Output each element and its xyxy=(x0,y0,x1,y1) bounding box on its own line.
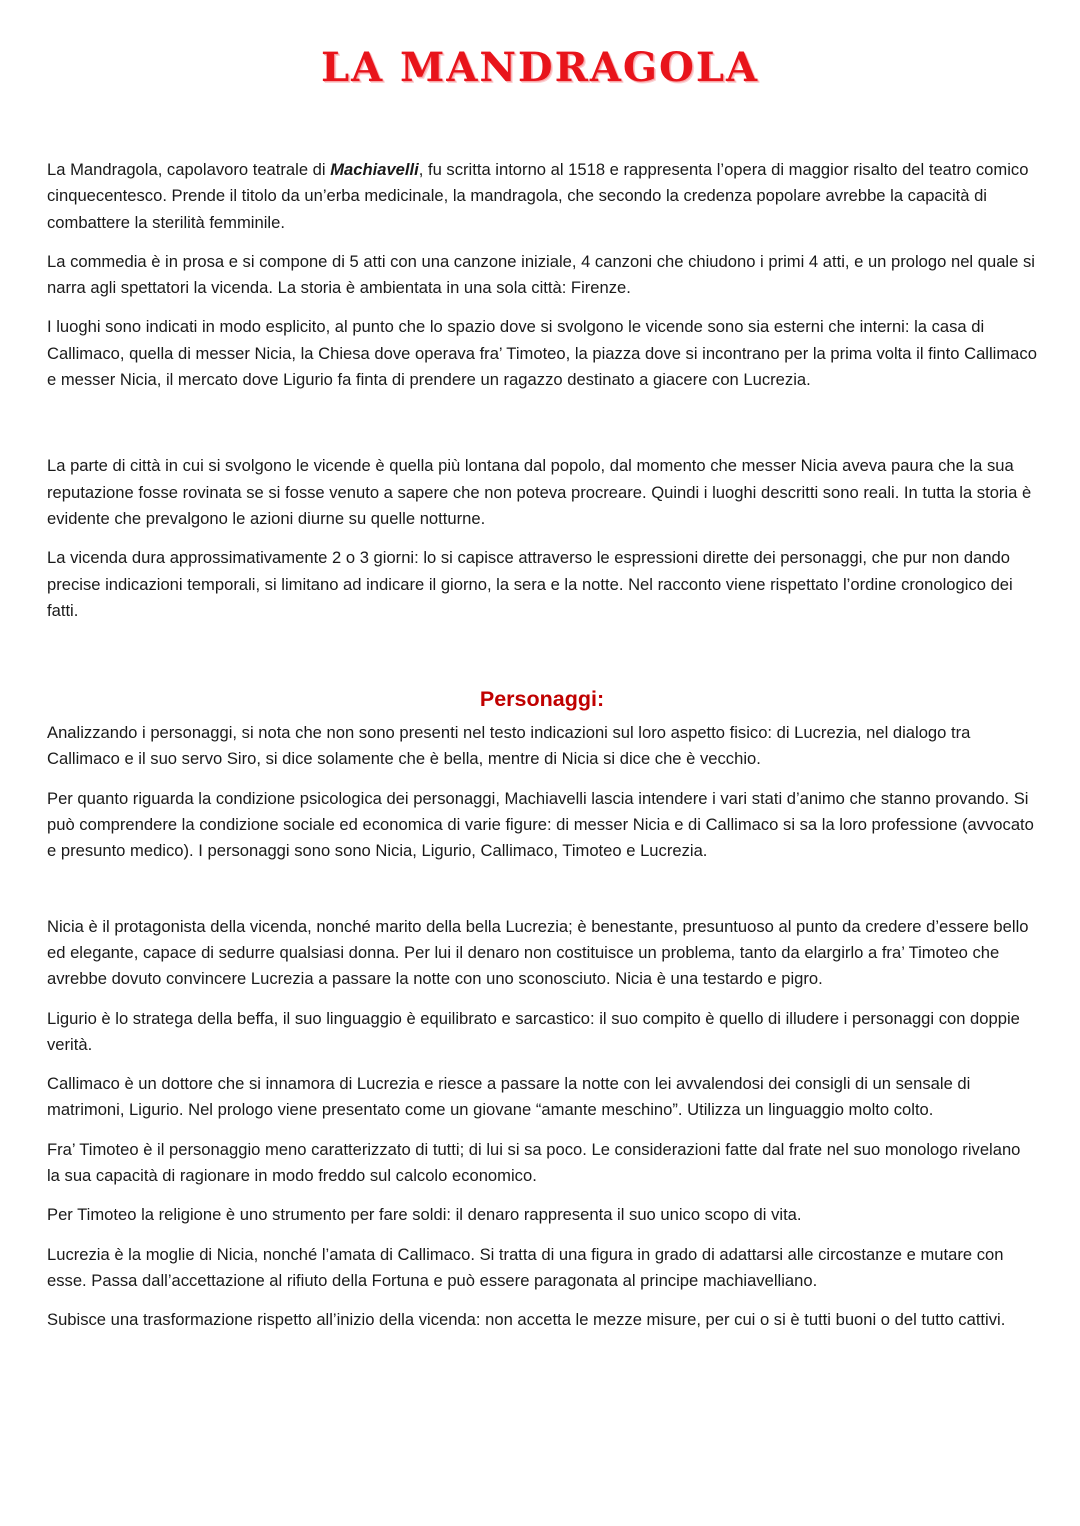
spacer xyxy=(47,406,1037,453)
personaggi-paragraph-lucrezia-2: Subisce una trasformazione rispetto all’inizio della vicenda: non accetta le mezze misure, per cui o si è tutti buoni o del tutto cattivi. xyxy=(47,1310,1006,1330)
personaggi-paragraph-nicia: Nicia è il protagonista della vicenda, nonché marito della bella Lucrezia; è benestante, presuntuoso al punto da credere d’essere bello ed elegante, capace di sedurre qualsiasi donna. Per lui il denaro non costituisce un problema, tanto da elargirlo a fra’ Timoteo che avrebbe dovuto convincere Lucrezia a passare la notte con uno sconosciuto. Nicia è una testardo e pigro. xyxy=(47,916,1029,989)
personaggi-paragraph-ligurio: Ligurio è lo stratega della beffa, il suo linguaggio è equilibrato e sarcastico: il suo compito è quello di illudere i personaggi con doppie verità. xyxy=(47,1008,1020,1054)
personaggi-paragraph-2: Per quanto riguarda la condizione psicologica dei personaggi, Machiavelli lascia intendere i vari stati d’animo che stanno provando. Si può comprendere la condizione sociale ed economica di varie figure: di messer Nicia e di Callimaco si sa la loro professione (avvocato e presunto medico). I personaggi sono sono Nicia, Ligurio, Callimaco, Timoteo e Lucrezia. xyxy=(47,788,1034,861)
document-title: LA MANDRAGOLA xyxy=(320,44,760,91)
personaggi-paragraph-lucrezia: Lucrezia è la moglie di Nicia, nonché l’amata di Callimaco. Si tratta di una figura in grado di adattarsi alle circostanze e mutare con esse. Passa dall’accettazione al rifiuto della Fortuna e può essere paragonata al principe machiavelliano. xyxy=(47,1244,1004,1290)
intro-paragraph-4: La parte di città in cui si svolgono le vicende è quella più lontana dal popolo, dal momento che messer Nicia aveva paura che la sua reputazione fosse rovinata se si fosse venuto a sapere che non poteva procreare. Quindi i luoghi descritti sono reali. In tutta la storia è evidente che prevalgono le azioni diurne su quelle notturne. xyxy=(47,456,1032,528)
spacer xyxy=(47,637,1037,684)
spacer xyxy=(47,878,1037,914)
personaggi-paragraph-1: Analizzando i personaggi, si nota che non sono presenti nel testo indicazioni sul loro aspetto fisico: di Lucrezia, nel dialogo tra Callimaco e il suo servo Siro, si dice solamente che è bella, mentre di Nicia si dice che è vecchio. xyxy=(47,723,971,769)
personaggi-paragraph-timoteo-2: Per Timoteo la religione è uno strumento per fare soldi: il denaro rappresenta il suo unico scopo di vita. xyxy=(47,1205,802,1225)
document-body xyxy=(47,157,1037,1347)
intro-paragraph-1: La Mandragola, capolavoro teatrale di Machiavelli, fu scritta intorno al 1518 e rappresenta l’opera di maggior risalto del teatro comico cinquecentesco. Prende il titolo da un’erba medicinale, la mandragola, che secondo la credenza popolare avrebbe la capacità di combattere la sterilità femminile. xyxy=(47,160,1029,232)
personaggi-paragraph-callimaco: Callimaco è un dottore che si innamora di Lucrezia e riesce a passare la notte con lei avvalendosi dei consigli di un sensale di matrimoni, Ligurio. Nel prologo viene presentato come un giovane “amante meschino”. Utilizza un linguaggio molto colto. xyxy=(47,1074,971,1120)
section-heading-personaggi: Personaggi: xyxy=(479,687,605,712)
intro-paragraph-5: La vicenda dura approssimativamente 2 o 3 giorni: lo si capisce attraverso le espressioni dirette dei personaggi, che pur non dando precise indicazioni temporali, si limitano ad indicare il giorno, la sera e la notte. Nel racconto viene rispettato l’ordine cronologico dei fatti. xyxy=(47,548,1013,620)
intro-paragraph-2: La commedia è in prosa e si compone di 5 atti con una canzone iniziale, 4 canzoni che chiudono i primi 4 atti, e un prologo nel quale si narra agli spettatori la vicenda. La storia è ambientata in una sola città: Firenze. xyxy=(47,251,1035,298)
personaggi-paragraph-timoteo: Fra’ Timoteo è il personaggio meno caratterizzato di tutti; di lui si sa poco. Le considerazioni fatte dal frate nel suo monologo rivelano la sua capacità di ragionare in modo freddo sul calcolo economico. xyxy=(47,1139,1021,1186)
author-name: Machiavelli xyxy=(330,160,419,179)
intro-paragraph-3: I luoghi sono indicati in modo esplicito, al punto che lo spazio dove si svolgono le vicende sono sia esterni che interni: la casa di Callimaco, quella di messer Nicia, la Chiesa dove operava fra’ Timoteo, la piazza dove si incontrano per la prima volta il finto Callimaco e messer Nicia, il mercato dove Ligurio fa finta di prendere un ragazzo destinato a giacere con Lucrezia. xyxy=(47,317,1037,390)
